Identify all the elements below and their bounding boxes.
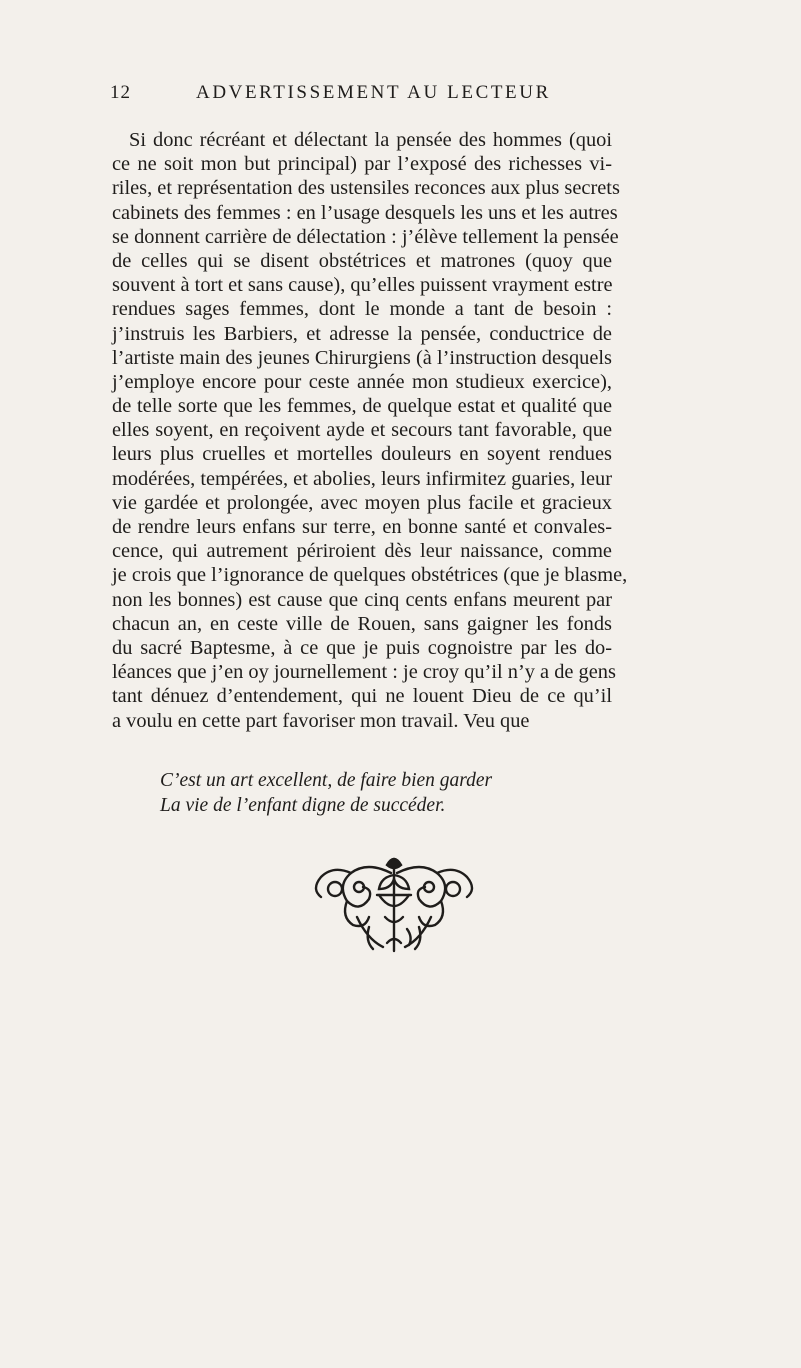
text-line: leurs plus cruelles et mortelles douleurs en soyent rendues [112,443,612,466]
running-head [110,82,630,106]
text-line: je crois que l’ignorance de quelques obstétrices (que je blasme, [112,564,628,587]
text-line: cence, qui autrement périroient dès leur naissance, comme [112,540,612,563]
text-line: souvent à tort et sans cause), qu’elles puissent vrayment estre [112,274,613,297]
text-line: vie gardée et prolongée, avec moyen plus facile et gracieux [112,491,612,514]
text-line: elles soyent, en reçoivent ayde et secours tant favorable, que [112,419,612,442]
verse-quote [160,768,620,818]
text-line: non les bonnes) est cause que cinq cents enfans meurent par [112,588,612,611]
body-paragraph [112,128,628,733]
verse-line: La vie de l’enfant digne de succéder. [160,795,446,816]
text-line: léances que j’en oy journellement : je croy qu’il n’y a de gens [112,661,616,684]
running-title: ADVERTISSEMENT AU LECTEUR [196,82,551,103]
text-line: tant dénuez d’entendement, qui ne louent Dieu de ce qu’il [112,685,612,708]
text-line: j’employe encore pour ceste année mon studieux exercice), [112,370,612,393]
text-line: j’instruis les Barbiers, et adresse la pensée, conductrice de [112,322,612,345]
text-line: cabinets des femmes : en l’usage desquels les uns et les autres [112,201,618,224]
text-line: Si donc récréant et délectant la pensée des hommes (quoi [129,129,612,151]
text-line: chacun an, en ceste ville de Rouen, sans gaigner les fonds [112,612,612,635]
text-line: ce ne soit mon but principal) par l’exposé des richesses vi- [112,153,612,176]
verse-line: C’est un art excellent, de faire bien garder [160,770,493,791]
text-line: riles, et représentation des ustensiles reconces aux plus secrets [112,177,620,200]
text-line: rendues sages femmes, dont le monde a tant de besoin : [112,298,612,321]
text-line: de celles qui se disent obstétrices et matrones (quoy que [112,249,612,272]
page-number: 12 [110,82,131,103]
text-line: se donnent carrière de délectation : j’élève tellement la pensée [112,225,619,248]
text-line: modérées, tempérées, et abolies, leurs infirmitez guaries, leur [112,467,612,490]
text-line: de telle sorte que les femmes, de quelque estat et qualité que [112,395,612,418]
text-line: du sacré Baptesme, à ce que je puis cognoistre par les do- [112,636,612,659]
floral-tailpiece-ornament-icon [307,855,481,955]
text-line: a voulu en cette part favoriser mon travail. Veu que [112,709,530,732]
text-line: de rendre leurs enfans sur terre, en bonne santé et convales- [112,516,612,538]
text-line: l’artiste main des jeunes Chirurgiens (à l’instruction desquels [112,346,612,369]
